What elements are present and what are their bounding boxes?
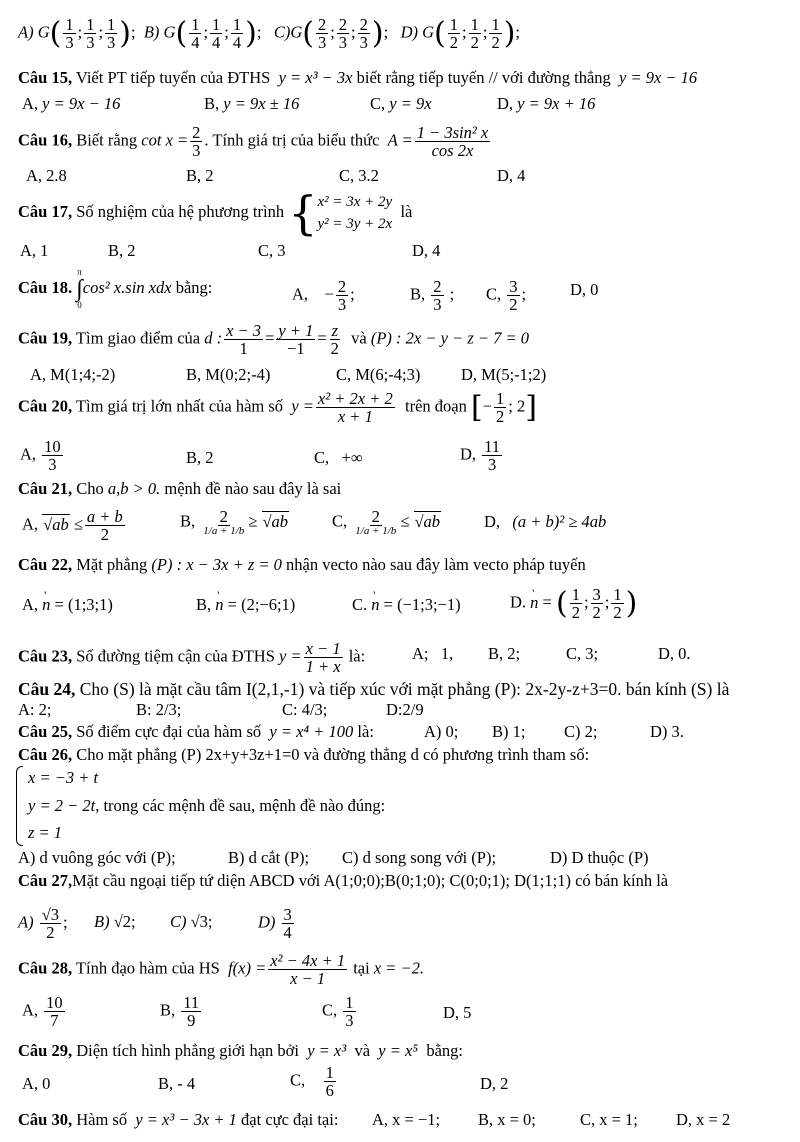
q15-option-d[interactable]: D, y = 9x + 16 bbox=[497, 94, 596, 113]
q24-option-d[interactable]: D:2/9 bbox=[386, 700, 424, 719]
q27-option-b[interactable]: B) √2; bbox=[94, 912, 136, 931]
question-17: Câu 17, Số nghiệm của hệ phương trình { x² = 3x + 2y y² = 3y + 2x là bbox=[18, 186, 413, 240]
q15-option-b[interactable]: B, y = 9x ± 16 bbox=[204, 94, 300, 113]
q17-option-b[interactable]: B, 2 bbox=[108, 241, 136, 260]
question-28: Câu 28, Tính đạo hàm của HS f(x) = $\frac{\text{x² − 4x + 1}}{x - 1}$ tại x = −2. bbox=[18, 951, 425, 989]
q18-option-b[interactable]: B, $\frac{2}{3}$ ; bbox=[410, 277, 455, 315]
q21-option-a[interactable]: A, √ab ≤ $\frac{a + b}{2}$ bbox=[22, 507, 123, 545]
question-15: Câu 15, Viết PT tiếp tuyến của ĐTHS y = x³ − 3x biết rằng tiếp tuyến // với đường thẳng y = 9x − 16 bbox=[18, 68, 698, 87]
q18-option-d[interactable]: D, 0 bbox=[570, 280, 599, 299]
q22-option-d[interactable]: D. ' n = ( $\frac{1}{2}$ ; $\frac{3}{2}$ ; $\frac{1}{2}$ ) bbox=[510, 586, 637, 622]
q29-option-b[interactable]: B, - 4 bbox=[158, 1074, 196, 1093]
question-30: Câu 30, Hàm số y = x³ − 3x + 1 đạt cực đại tại: bbox=[18, 1110, 339, 1129]
q24-option-b[interactable]: B: 2/3; bbox=[136, 700, 182, 719]
question-24: Câu 24, Cho (S) là mặt cầu tâm I(2,1,-1) và tiếp xúc với mặt phẳng (P): 2x-2y-z+3=0. bán kính (S) là bbox=[18, 679, 730, 699]
q19-option-d[interactable]: D, M(5;-1;2) bbox=[461, 365, 547, 384]
q24-option-c[interactable]: C: 4/3; bbox=[282, 700, 328, 719]
q20-option-c[interactable]: C, +∞ bbox=[314, 448, 363, 467]
q30-option-d[interactable]: D, x = 2 bbox=[676, 1110, 731, 1129]
question-23: Câu 23, Số đường tiệm cận của ĐTHS y = $\frac{x - 1}{1 + x}$ là: bbox=[18, 639, 366, 677]
q17-option-a[interactable]: A, 1 bbox=[20, 241, 49, 260]
q16-option-c[interactable]: C, 3.2 bbox=[339, 166, 379, 185]
q27-option-d[interactable]: D) $\frac{3}{4}$ bbox=[258, 905, 292, 943]
question-21: Câu 21, Cho a,b > 0. mệnh đề nào sau đây là sai bbox=[18, 479, 342, 498]
q21-option-c[interactable]: C, $\frac{2}{1/a + 1/b}$ ≤ √ab bbox=[332, 507, 441, 538]
question-22: Câu 22, Mặt phẳng (P) : x − 3x + z = 0 nhận vecto nào sau đây làm vecto pháp tuyến bbox=[18, 555, 586, 574]
q29-option-d[interactable]: D, 2 bbox=[480, 1074, 509, 1093]
q23-option-a[interactable]: A; 1, bbox=[412, 644, 454, 663]
q30-option-b[interactable]: B, x = 0; bbox=[478, 1110, 536, 1129]
q28-option-b[interactable]: B, $\frac{11}{9}$ bbox=[160, 993, 200, 1031]
q19-option-b[interactable]: B, M(0;2;-4) bbox=[186, 365, 271, 384]
q28-option-c[interactable]: C, $\frac{1}{3}$ bbox=[322, 993, 354, 1031]
q27-option-c[interactable]: C) √3; bbox=[170, 912, 213, 931]
q17-option-d[interactable]: D, 4 bbox=[412, 241, 441, 260]
q26-option-b[interactable]: B) d cắt (P); bbox=[228, 848, 310, 867]
q24-option-a[interactable]: A: 2; bbox=[18, 700, 52, 719]
q23-option-b[interactable]: B, 2; bbox=[488, 644, 521, 663]
q22-option-c[interactable]: C. ' n = (−1;3;−1) bbox=[352, 595, 461, 615]
q19-option-a[interactable]: A, M(1;4;-2) bbox=[30, 365, 116, 384]
q18-option-a[interactable]: A, − $\frac{2}{3}$ ; bbox=[292, 277, 355, 315]
q21-option-d[interactable]: D, (a + b)² ≥ 4ab bbox=[484, 512, 607, 531]
q26-option-d[interactable]: D) D thuộc (P) bbox=[550, 848, 649, 867]
q16-option-a[interactable]: A, 2.8 bbox=[26, 166, 67, 185]
question-18: Câu 18. π ∫ 0 cos² x.sin xdx bằng: bbox=[18, 267, 213, 310]
q28-option-a[interactable]: A, $\frac{10}{7}$ bbox=[22, 993, 63, 1031]
q26-option-a[interactable]: A) d vuông góc với (P); bbox=[18, 848, 176, 867]
q22-option-b[interactable]: B, ' n = (2;−6;1) bbox=[196, 595, 295, 615]
question-25: Câu 25, Số điểm cực đại của hàm số y = x⁴ + 100 là: bbox=[18, 722, 374, 741]
q25-option-d[interactable]: D) 3. bbox=[650, 722, 684, 741]
q28-option-d[interactable]: D, 5 bbox=[443, 1003, 472, 1022]
question-29: Câu 29, Diện tích hình phẳng giới hạn bởi y = x³ và y = x⁵ bằng: bbox=[18, 1041, 463, 1060]
system-brace bbox=[16, 766, 23, 846]
q27-option-a[interactable]: A) $\frac{√3}{2}$ ; bbox=[18, 905, 68, 943]
question-16: Câu 16, Biết rằng cot x = $\frac{2}{3}$ . Tính giá trị của biểu thức A = $\frac{\text{1 − 3sin² x}}{\cos 2x}$ bbox=[18, 123, 489, 161]
q16-option-b[interactable]: B, 2 bbox=[186, 166, 214, 185]
question-26: Câu 26, Cho mặt phẳng (P) 2x+y+3z+1=0 và đường thẳng d có phương trình tham số: bbox=[18, 745, 590, 764]
q16-option-d[interactable]: D, 4 bbox=[497, 166, 526, 185]
q20-option-d[interactable]: D, $\frac{11}{3}$ bbox=[460, 437, 501, 475]
q15-option-c[interactable]: C, y = 9x bbox=[370, 94, 432, 113]
q20-option-a[interactable]: A, $\frac{10}{3}$ bbox=[20, 437, 61, 475]
q29-option-c[interactable]: C, $\frac{1}{6}$ bbox=[290, 1063, 334, 1101]
q23-option-d[interactable]: D, 0. bbox=[658, 644, 691, 663]
question-19: Câu 19, Tìm giao điểm của d : $\frac{x - 3}{1}$ = $\frac{y + 1}{-1}$ = $\frac{z}{2}$ và (P) : 2x − y − z − 7 = 0 bbox=[18, 321, 530, 359]
integral-sign: π ∫ 0 bbox=[76, 267, 83, 310]
q26-option-c[interactable]: C) d song song với (P); bbox=[342, 848, 497, 867]
q17-option-c[interactable]: C, 3 bbox=[258, 241, 286, 260]
q22-option-a[interactable]: A, ' n = (1;3;1) bbox=[22, 595, 113, 615]
q25-option-c[interactable]: C) 2; bbox=[564, 722, 598, 741]
q25-option-b[interactable]: B) 1; bbox=[492, 722, 526, 741]
q30-option-c[interactable]: C, x = 1; bbox=[580, 1110, 638, 1129]
q29-option-a[interactable]: A, 0 bbox=[22, 1074, 51, 1093]
prev-question-options: A) G( $\frac{1}{3}$ ; $\frac{1}{3}$ ; $\frac{1}{3}$ ); B) G( $\frac{1}{4}$ ; $\frac{1}{4}$ ; $\frac{1}{4}$ ); C)G( $\frac{2}{3}$ ; $\frac{2}{3}$ ; $\frac{2}{3}$ ); D) G( $\frac{1}{2}$ ; $\frac{1}{2}$ ; $\frac{1}{2}$ ); bbox=[18, 15, 521, 53]
q19-option-c[interactable]: C, M(6;-4;3) bbox=[336, 365, 421, 384]
q26-eq3: z = 1 bbox=[28, 823, 63, 842]
question-20: Câu 20, Tìm giá trị lớn nhất của hàm số y = $\frac{\text{x² + 2x + 2}}{x + 1}$ trên đoạn [− $\frac{1}{2}$ ; 2] bbox=[18, 389, 537, 427]
q23-option-c[interactable]: C, 3; bbox=[566, 644, 599, 663]
q25-option-a[interactable]: A) 0; bbox=[424, 722, 459, 741]
q26-eq1: x = −3 + t bbox=[28, 768, 99, 787]
q21-option-b[interactable]: B, $\frac{2}{1/a + 1/b}$ ≥ √ab bbox=[180, 507, 289, 538]
q30-option-a[interactable]: A, x = −1; bbox=[372, 1110, 441, 1129]
q18-option-c[interactable]: C, $\frac{3}{2}$ ; bbox=[486, 277, 527, 315]
q15-option-a[interactable]: A, y = 9x − 16 bbox=[22, 94, 121, 113]
question-27: Câu 27,Mặt cầu ngoại tiếp tứ diện ABCD với A(1;0;0);B(0;1;0); C(0;0;1); D(1;1;1) có bán kính là bbox=[18, 871, 669, 890]
q26-eq2: y = 2 − 2t, trong các mệnh đề sau, mệnh đề nào đúng: bbox=[28, 796, 386, 815]
q20-option-b[interactable]: B, 2 bbox=[186, 448, 214, 467]
